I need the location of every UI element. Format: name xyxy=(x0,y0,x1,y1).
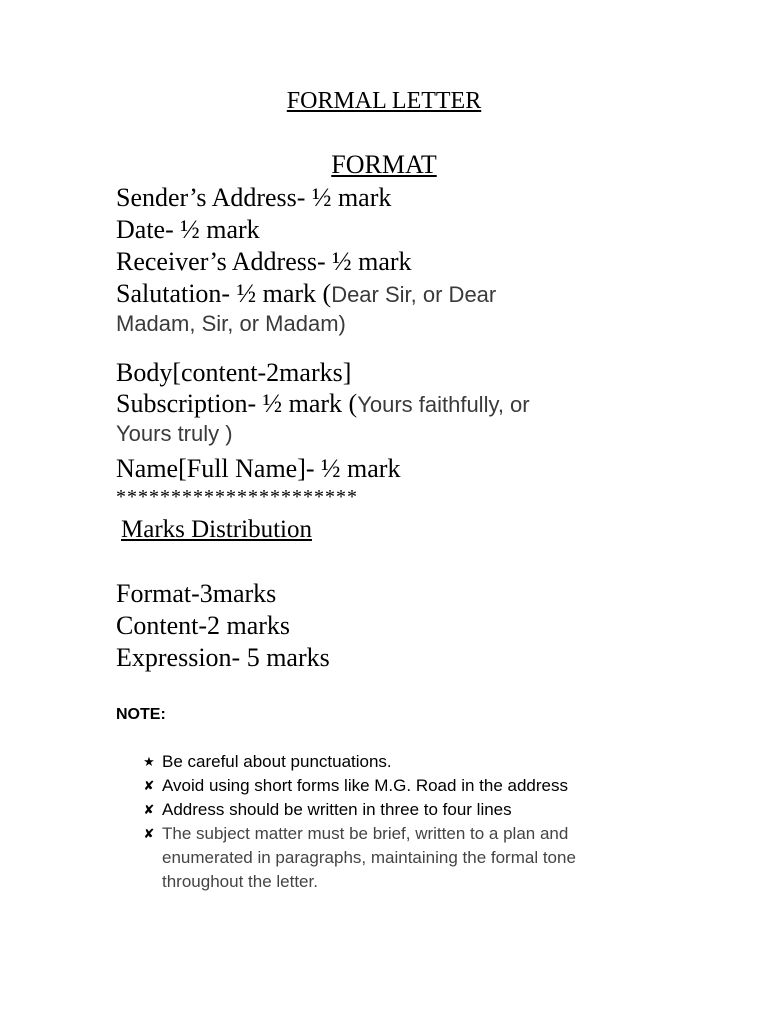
subscription-label: Subscription- ½ mark ( xyxy=(116,389,358,418)
marks-format-line: Format-3marks xyxy=(116,579,277,608)
salutation-examples-continued: Madam, Sir, or Madam) xyxy=(116,311,346,336)
sender-address-line: Sender’s Address- ½ mark xyxy=(116,183,392,212)
salutation-label: Salutation- ½ mark ( xyxy=(116,279,332,308)
subscription-examples-continued: Yours truly ) xyxy=(116,421,233,446)
body-line: Body[content-2marks] xyxy=(116,358,352,387)
note-item-continued: throughout the letter. xyxy=(162,872,318,891)
cross-icon: ✘ xyxy=(143,802,155,817)
note-item: The subject matter must be brief, written to a plan and xyxy=(162,824,569,843)
separator: ********************** xyxy=(116,486,358,508)
subscription-line xyxy=(116,388,530,421)
marks-distribution-heading: Marks Distribution xyxy=(121,516,312,543)
note-item: Avoid using short forms like M.G. Road in the address xyxy=(162,776,568,795)
marks-expression-line: Expression- 5 marks xyxy=(116,643,330,672)
cross-icon: ✘ xyxy=(143,778,155,793)
page-title: FORMAL LETTER xyxy=(286,88,482,114)
note-item-continued: enumerated in paragraphs, maintaining the formal tone xyxy=(162,848,576,867)
name-line: Name[Full Name]- ½ mark xyxy=(116,454,401,483)
format-heading: FORMAT xyxy=(331,150,437,179)
salutation-examples: Dear Sir, or Dear xyxy=(331,282,497,307)
note-item: Address should be written in three to four lines xyxy=(162,800,512,819)
marks-content-line: Content-2 marks xyxy=(116,611,291,640)
subscription-examples: Yours faithfully, or xyxy=(357,392,530,417)
note-label: NOTE: xyxy=(116,706,166,723)
date-line: Date- ½ mark xyxy=(116,215,260,244)
note-item: Be careful about punctuations. xyxy=(162,752,392,771)
salutation-line xyxy=(116,278,496,311)
receiver-address-line: Receiver’s Address- ½ mark xyxy=(116,247,412,276)
star-icon: ★ xyxy=(143,754,155,769)
cross-icon: ✘ xyxy=(143,826,155,841)
